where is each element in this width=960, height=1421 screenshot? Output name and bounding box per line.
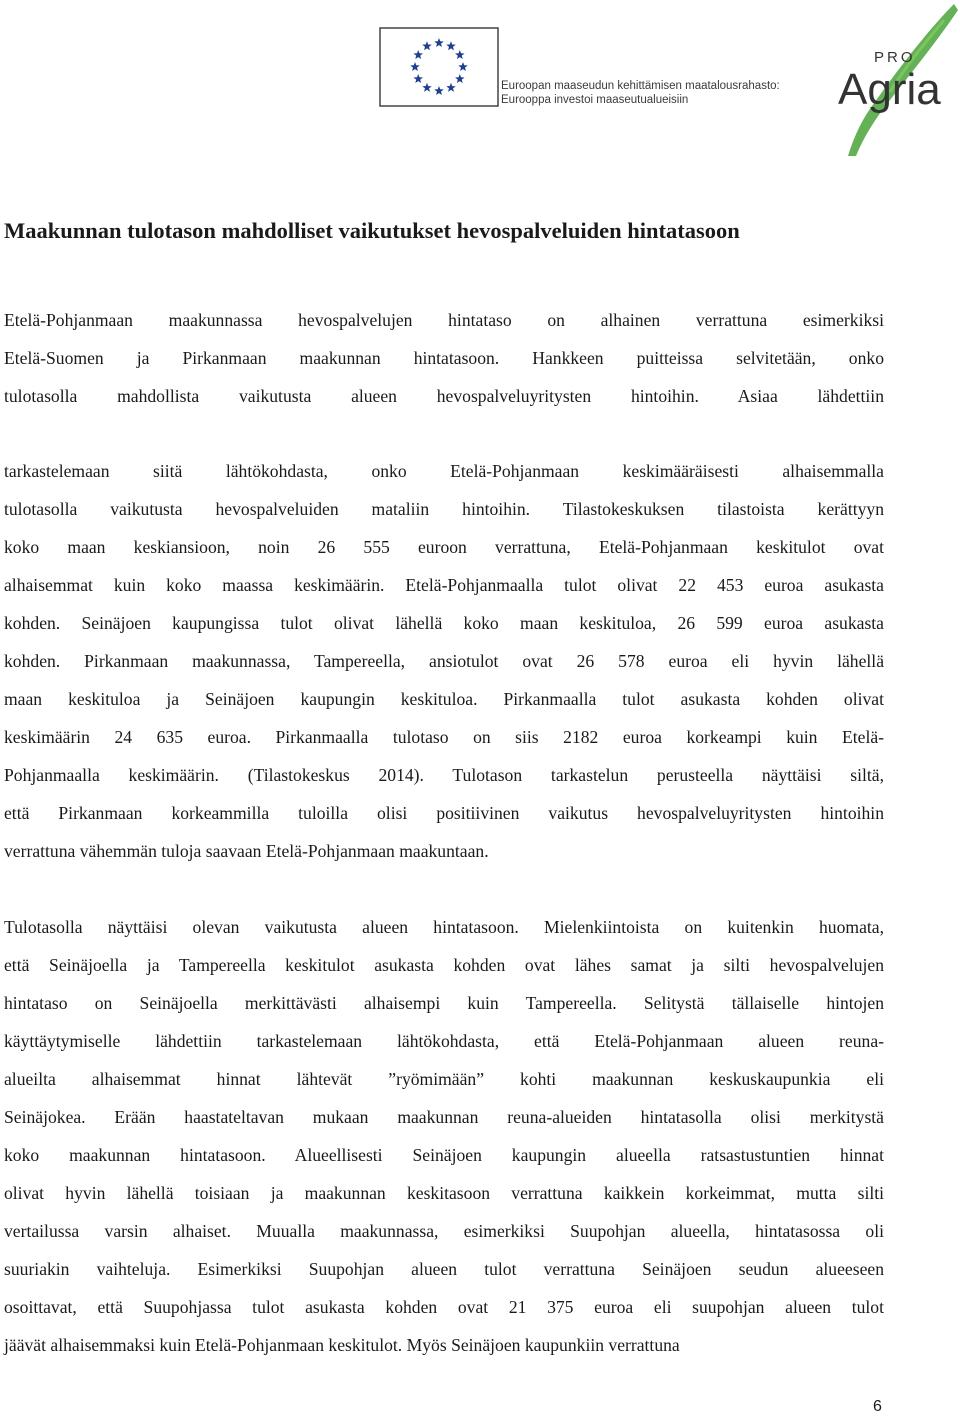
paragraph-1 (4, 301, 884, 415)
text-line: alhaisemmat kuin koko maassa keskimäärin. Etelä-Pohjanmaalla tulot olivat 22 453 euroa asukasta (4, 575, 884, 595)
paragraph-2 (4, 452, 884, 870)
text-line: vertailussa varsin alhaiset. Muualla maakunnassa, esimerkiksi Suupohjan alueella, hintatasossa oli (4, 1221, 884, 1241)
proagria-pro-text: PRO (874, 49, 916, 66)
text-line: kohden. Pirkanmaan maakunnassa, Tampereella, ansiotulot ovat 26 578 euroa eli hyvin lähellä (4, 651, 884, 671)
text-line: keskimäärin 24 635 euroa. Pirkanmaalla tulotaso on siis 2182 euroa korkeampi kuin Etelä- (4, 727, 884, 747)
text-line: että Pirkanmaan korkeammilla tuloilla olisi positiivinen vaikutus hevospalveluyritysten hintoihin (4, 803, 884, 823)
text-line: olivat hyvin lähellä toisiaan ja maakunnan keskitasoon verrattuna kaikkein korkeimmat, mutta silti (4, 1183, 884, 1203)
text-line: jäävät alhaisemmaksi kuin Etelä-Pohjanmaan keskitulot. Myös Seinäjoen kaupunkiin verrattuna (4, 1335, 680, 1355)
text-line: Tulotasolla näyttäisi olevan vaikutusta alueen hintatasoon. Mielenkiintoista on kuitenkin huomata, (4, 917, 884, 937)
text-line: Seinäjokea. Erään haastateltavan mukaan maakunnan reuna-alueiden hintatasolla olisi merkitystä (4, 1107, 884, 1127)
eu-funding-line-2: Eurooppa investoi maaseutualueisiin (501, 94, 689, 106)
eu-funding-text (501, 79, 791, 107)
text-line: alueilta alhaisemmat hinnat lähtevät ”ryömimään” kohti maakunnan keskuskaupunkia eli (4, 1069, 884, 1089)
text-line: verrattuna vähemmän tuloja saavaan Etelä-Pohjanmaan maakuntaan. (4, 841, 489, 861)
text-line: käyttäytymiselle lähdettiin tarkastelemaan lähtökohdasta, että Etelä-Pohjanmaan alueen reuna- (4, 1031, 884, 1051)
text-line: että Seinäjoella ja Tampereella keskitulot asukasta kohden ovat lähes samat ja silti hevospalvelujen (4, 955, 884, 975)
page-number: 6 (873, 1398, 882, 1415)
text-line: koko maakunnan hintatasoon. Alueellisesti Seinäjoen kaupungin alueella ratsastustuntien hinnat (4, 1145, 884, 1165)
text-line: Etelä-Suomen ja Pirkanmaan maakunnan hintatasoon. Hankkeen puitteissa selvitetään, onko (4, 348, 884, 368)
text-line: Etelä-Pohjanmaan maakunnassa hevospalvelujen hintataso on alhainen verrattuna esimerkiksi (4, 310, 884, 330)
text-line: osoittavat, että Suupohjassa tulot asukasta kohden ovat 21 375 euroa eli suupohjan alueen tulot (4, 1297, 884, 1317)
text-line: koko maan keskiansioon, noin 26 555 euroon verrattuna, Etelä-Pohjanmaan keskitulot ovat (4, 537, 884, 557)
eu-funding-line-1: Euroopan maaseudun kehittämisen maatalousrahasto: (501, 80, 780, 92)
text-line: kohden. Seinäjoen kaupungissa tulot olivat lähellä koko maan keskituloa, 26 599 euroa asukasta (4, 613, 884, 633)
eu-flag-logo (379, 27, 499, 107)
paragraph-3 (4, 908, 884, 1364)
proagria-logo (832, 0, 960, 158)
text-line: hintataso on Seinäjoella merkittävästi alhaisempi kuin Tampereella. Selitystä tällaiselle hintojen (4, 993, 884, 1013)
text-line: tarkastelemaan siitä lähtökohdasta, onko Etelä-Pohjanmaan keskimääräisesti alhaisemmalla (4, 461, 884, 481)
text-line: tulotasolla mahdollista vaikutusta alueen hevospalveluyritysten hintoihin. Asiaa lähdettiin (4, 386, 884, 406)
text-line: tulotasolla vaikutusta hevospalveluiden mataliin hintoihin. Tilastokeskuksen tilastoista kerättyyn (4, 499, 884, 519)
document-title: Maakunnan tulotason mahdolliset vaikutukset hevospalveluiden hintatasoon (4, 218, 740, 243)
proagria-agria-text: Agria (838, 65, 941, 114)
text-line: maan keskituloa ja Seinäjoen kaupungin keskituloa. Pirkanmaalla tulot asukasta kohden olivat (4, 689, 884, 709)
text-line: Pohjanmaalla keskimäärin. (Tilastokeskus 2014). Tulotason tarkastelun perusteella näyttäisi siltä, (4, 765, 884, 785)
text-line: suuriakin vaihteluja. Esimerkiksi Suupohjan alueen tulot verrattuna Seinäjoen seudun alueeseen (4, 1259, 884, 1279)
